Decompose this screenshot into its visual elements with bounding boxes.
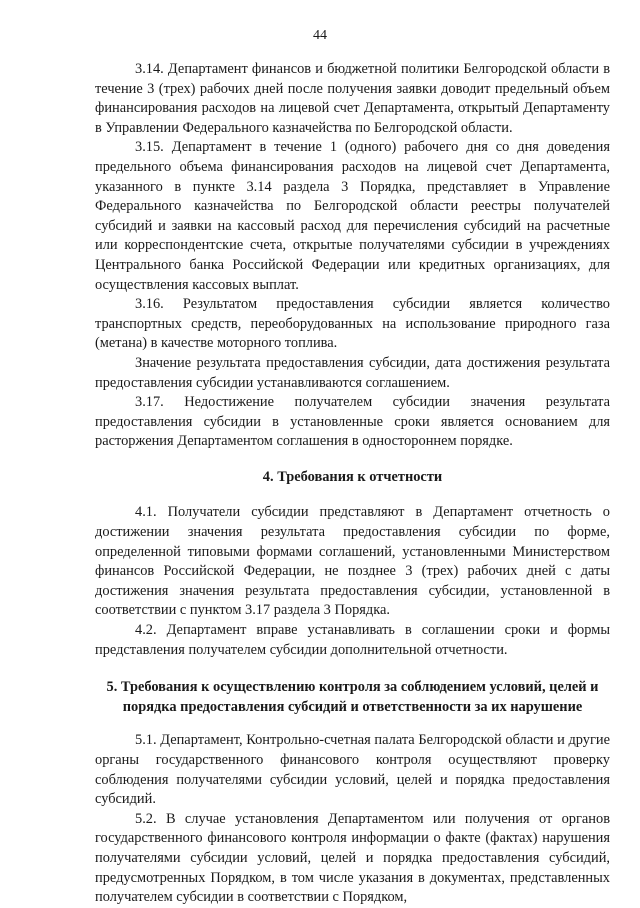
section-5-heading: 5. Требования к осуществлению контроля за соблюдением условий, целей и порядка предоставления субсидий и ответственности за их нарушение [106,679,599,715]
document-body [95,60,610,908]
paragraph-result-value: Значение результата предоставления субсидии, дата достижения результата предоставления субсидии устанавливаются соглашением. [95,354,610,391]
paragraph-4-2: 4.2. Департамент вправе устанавливать в соглашении сроки и формы представления получателем субсидии дополнительной отчетности. [95,622,610,658]
section-4-heading: 4. Требования к отчетности [262,468,443,485]
paragraph-3-16: 3.16. Результатом предоставления субсидии является количество транспортных средств, переоборудованных на использование природного газа (метана) в качестве моторного топлива. [95,296,610,352]
paragraph-3-17: 3.17. Недостижение получателем субсидии значения результата предоставления субсидии в установленные сроки является основанием для расторжения Департаментом соглашения в одностороннем порядке. [95,394,610,450]
paragraph-5-2: 5.2. В случае установления Департаментом или получения от органов государственного финансового контроля информации о факте (фактах) нарушения получателями субсидии условий, целей и порядка предоставления субсидий, предусмотренных Порядком, в том числе указания в документах, представленных получателем субсидии в соответствии с Порядком, [95,810,610,906]
paragraph-3-14: 3.14. Департамент финансов и бюджетной политики Белгородской области в течение 3 (трех) рабочих дней после получения заявки доводит предельный объем финансирования расходов на лицевой счет Департамента, открытый Департаменту в Управлении Федерального казначейства по Белгородской области. [95,61,610,136]
paragraph-5-1: 5.1. Департамент, Контрольно-счетная палата Белгородской области и другие органы государственного финансового контроля осуществляют проверку соблюдения получателями субсидии условий, целей и порядка предоставления субсидий. [95,732,610,808]
paragraph-4-1: 4.1. Получатели субсидии представляют в Департамент отчетность о достижении значения результата предоставления субсидии по форме, определенной типовыми формами соглашений, установленными Министерством финансов Российской Федерации, не позднее 3 (трех) рабочих дней с даты достижения значения результата предоставления субсидии, установленной в соответствии с пунктом 3.17 раздела 3 Порядка. [95,504,610,619]
page-number: 44 [313,28,327,43]
paragraph-3-15: 3.15. Департамент в течение 1 (одного) рабочего дня со дня доведения предельного объема финансирования расходов на лицевой счет Департамента, указанного в пункте 3.14 раздела 3 Порядка, представляет в Управление Федерального казначейства по Белгородской области реестры получателей субсидий и заявки на кассовый расход для перечисления субсидий на расчетные или корреспондентские счета, открытые получателями субсидии в учреждениях Центрального банка Российской Федерации или кредитных организациях, для осуществления кассовых выплат. [95,139,610,293]
